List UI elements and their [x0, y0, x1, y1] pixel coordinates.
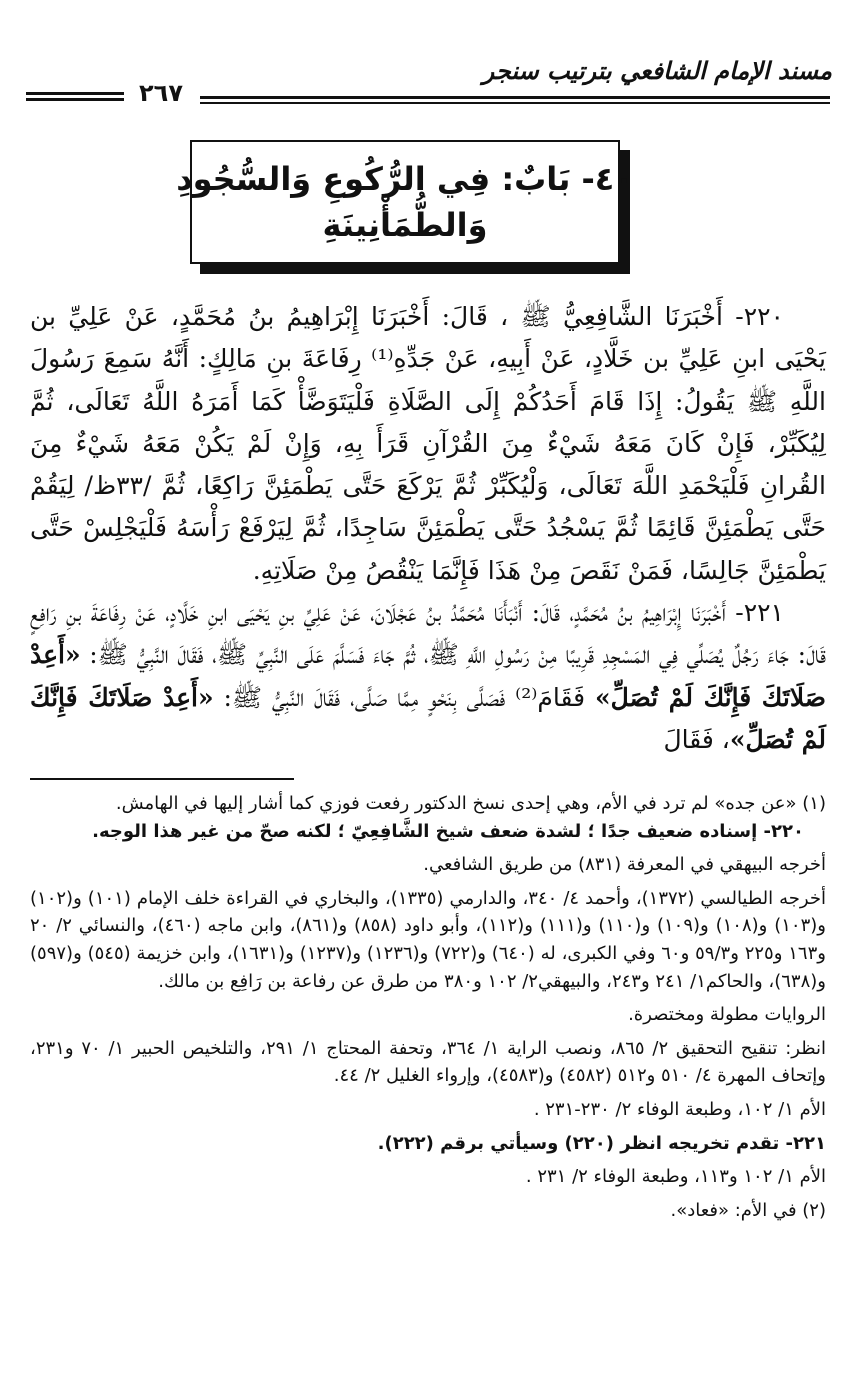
running-title: مسند الإمام الشافعي بترتيب سنجر: [482, 57, 832, 85]
header-rule: [200, 96, 830, 99]
takhrij-221-heading: ٢٢١- تقدم تخريجه انظر (٢٢٠) وسيأتي برقم (٢٢٢).: [377, 1132, 826, 1154]
prophet-quote: «أَعِدْ صَلَاتَكَ فَإِنَّكَ لَمْ تُصَلِّ»: [30, 640, 826, 712]
page-number: ٢٦٧: [139, 79, 183, 107]
takhrij-220-line: انظر: تنقيح التحقيق ٢/ ٨٦٥، ونصب الراية ١/ ٣٦٤، وتحفة المحتاج ١/ ٢٩١، والتلخيص الحبير ١/ ٧٠ و٢٣١، وإتحاف المهرة ٤/ ٥١٠ و٥١٢ (٤٥٨٢) و(٤٥٨٣)، وإرواء الغليل ٢/ ٤٤.: [30, 1037, 826, 1087]
footnote-2: (٢) في الأم: «فعاد».: [670, 1199, 826, 1221]
hadith-text: [30, 296, 826, 761]
takhrij-221-line: الأم ١/ ١٠٢ و١١٣، وطبعة الوفاء ٢/ ٢٣١ .: [525, 1166, 826, 1188]
hadith-221-part-b: فَقَامَ⁽²⁾ فَصَلَّى بِنَحْوٍ مِمَّا صَلَّى، فَقَالَ النَّبِيُّ ﷺ:: [213, 682, 595, 712]
hadith-220: ٢٢٠- أَخْبَرَنَا الشَّافِعِيُّ ﷺ ، قَالَ: أَخْبَرَنَا إِبْرَاهِيمُ بنُ مُحَمَّدٍ، عَنْ عَلِيِّ بن يَحْيَى ابنِ عَلِيِّ بن خَلَّادٍ، عَنْ أَبِيهِ، عَنْ جَدِّهِ⁽¹⁾ رِفَاعَةَ بنِ مَالِكٍ: أَنَّهُ سَمِعَ رَسُولَ اللَّهِ ﷺ يَقُولُ: إِذَا قَامَ أَحَدُكُمْ إِلَى الصَّلَاةِ فَلْيَتَوَضَّأْ كَمَا أَمَرَهُ اللَّهُ تَعَالَى، ثُمَّ لِيُكَبِّرْ، فَإِنْ كَانَ مَعَهُ شَيْءٌ مِنَ القُرْآنِ قَرَأَ بِهِ، وَإِنْ لَمْ يَكُنْ مَعَهُ شَيْءٌ مِنَ القُرانِ فَلْيَحْمَدِ اللَّهَ تَعَالَى، وَلْيُكَبِّرْ ثُمَّ يَرْكَعَ حَتَّى يَطْمَئِنَّ رَاكِعًا، ثُمَّ /٣٣ظ/ لِيَقُمْ حَتَّى يَطْمَئِنَّ قَائِمًا ثُمَّ يَسْجُدُ حَتَّى يَطْمَئِنَّ سَاجِدًا، ثُمَّ لِيَرْفَعْ رَأْسَهُ فَلْيَجْلِسْ حَتَّى يَطْمَئِنَّ جَالِسًا، فَمَنْ نَقَصَ مِنْ هَذَا فَإِنَّمَا يَنْقُصُ مِنْ صَلَاتِهِ.: [30, 302, 826, 585]
hadith-221-part-a: ٢٢١- أَخْبَرَنَا إِبْرَاهِيمُ بنُ مُحَمَّدٍ، قَالَ: أَنْبَأَنَا مُحَمَّدُ بنُ عَجْلَانَ، عَنْ عَلِيِّ بنِ يَحْيَى ابنِ خَلَّادٍ، عَنْ رِفَاعَةَ بنِ رَافِعٍ قَالَ: جَاءَ رَجُلٌ يُصَلِّي فِي المَسْجِدِ قَرِيبًا مِنْ رَسُولِ اللَّهِ ﷺ، ثُمَّ جَاءَ فَسَلَّمَ عَلَى النَّبِيِّ ﷺ، فَقَالَ النَّبِيُّ ﷺ:: [30, 598, 826, 670]
takhrij-220-line: الأم ١/ ١٠٢، وطبعة الوفاء ٢/ ٢٣٠-٢٣١ .: [533, 1098, 826, 1120]
takhrij-220-line: أخرجه الطيالسي (١٣٧٢)، وأحمد ٤/ ٣٤٠، والدارمي (١٣٣٥)، والبخاري في القراءة خلف الإمام (١٠١) و(١٠٢) و(١٠٣) و(١٠٨) و(١٠٩) و(١١٠) و(١١١) و(١١٢)، وأبو داود (٨٥٨) و(٨٦١)، وابن ماجه (٤٦٠)، والنسائي ٢/ ٢٠ و١٦٣ و٢٢٥ و٥٩/٣ و٦٠ وفي الكبرى، له (٦٤٠) و(٧٢٢) و(١٢٣٦) و(١٢٣٧) و(١٦٣١)، وابن خزيمة (٥٤٥) و(٥٩٧) و(٦٣٨)، والحاكم١/ ٢٤١ و٢٤٣، والبيهقي٢/ ١٠٢ و٣٨٠ من طرق عن رفاعة بن رَافِع بن مالك.: [30, 887, 826, 992]
takhrij-220-line: الروايات مطولة ومختصرة.: [628, 1004, 826, 1026]
chapter-title-line-2: وَالطُّمَأْنِينَةِ: [322, 206, 488, 244]
chapter-title-box: [176, 140, 634, 264]
footnote-1: (١) «عن جده» لم ترد في الأم، وهي إحدى نسخ الدكتور رفعت فوزي كما أشار إليها في الهامش.: [115, 793, 826, 814]
header-rule-left: [26, 92, 124, 95]
takhrij-220-heading: ٢٢٠- إسناده ضعيف جدًا ؛ لشدة ضعف شيخ الشَّافِعِيّ ؛ لكنه صحّ من غير هذا الوجه.: [92, 820, 804, 842]
prophet-quote: «أَعِدْ صَلَاتَكَ فَإِنَّكَ لَمْ تُصَلِّ»: [30, 682, 826, 754]
header-rule: [200, 102, 830, 104]
footnotes: [30, 790, 826, 1224]
footnote-separator: [30, 778, 294, 780]
header-rule-left: [26, 98, 124, 101]
hadith-221-part-c: ، فَقَالَ: [663, 724, 730, 754]
chapter-title-line-1: ٤٠- بَابٌ: فِي الرُّكُوعِ وَالسُّجُودِ: [176, 160, 634, 198]
takhrij-220-line: أخرجه البيهقي في المعرفة (٨٣١) من طريق الشافعي.: [423, 854, 826, 876]
hadith-221: [30, 592, 826, 761]
